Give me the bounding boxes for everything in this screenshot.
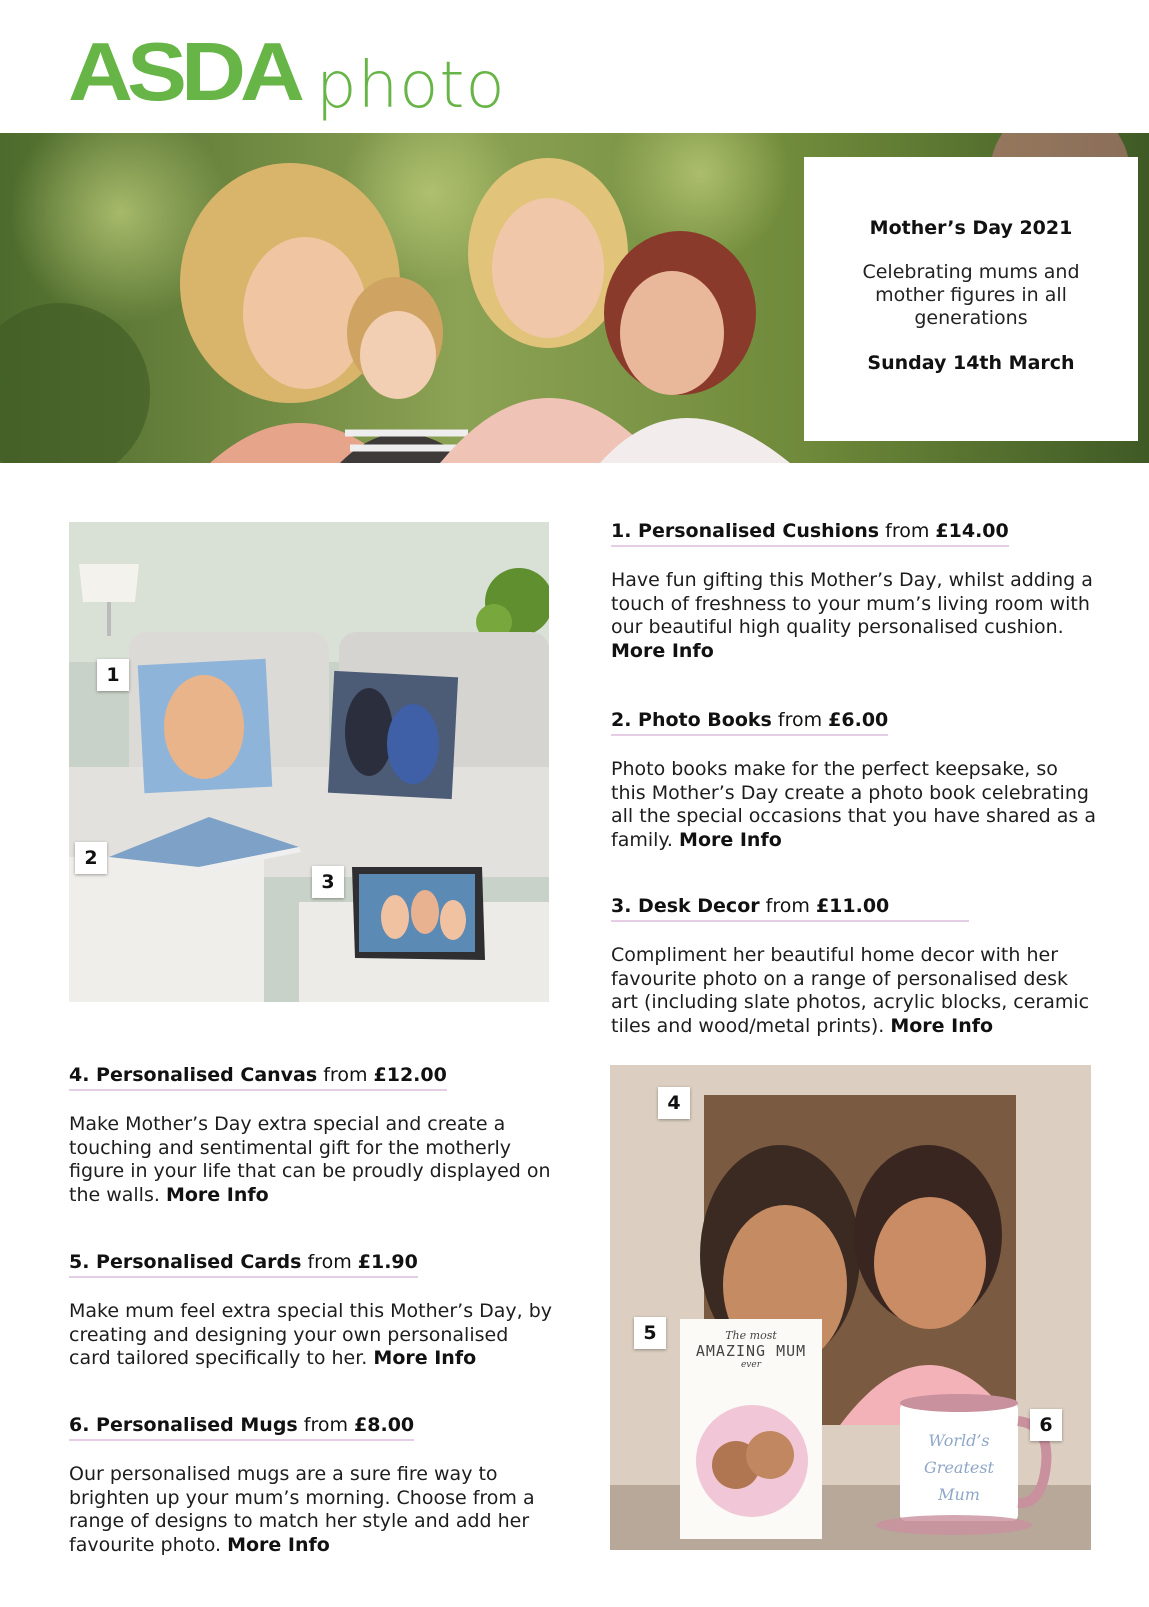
asda-photo-logo: [68, 28, 588, 128]
product-title: [611, 709, 888, 736]
product-price: £12.00: [373, 1064, 447, 1086]
product-from: from: [307, 1251, 352, 1273]
product-name: 2. Photo Books: [611, 709, 772, 731]
more-info-link-canvas[interactable]: More Info: [165, 1183, 269, 1206]
product-title: [69, 1064, 447, 1091]
product-from: from: [777, 709, 823, 731]
product-title: [69, 1251, 418, 1278]
more-info-link-mugs[interactable]: More Info: [227, 1533, 330, 1556]
product-desc-text: Our personalised mugs are a sure fire way to brighten up your mum’s morning. Choose from a range of designs to match her style and add her favourite photo.: [69, 1463, 535, 1556]
product-desc-text: Make Mother’s Day extra special and create a touching and sentimental gift for the motherly figure in your life that can be proudly displayed on the walls.: [69, 1113, 551, 1206]
card-text-line3: ever: [740, 1360, 762, 1370]
hero-title: Mother’s Day 2021: [869, 217, 1073, 239]
product-block-cushions: [611, 520, 1096, 663]
canvas-card-mug-illustration: [610, 1065, 1091, 1550]
product-block-photo-books: [611, 709, 1096, 852]
mug-text: [900, 1427, 1018, 1508]
product-title: [611, 520, 1009, 547]
product-description: [611, 758, 1096, 852]
badge-2: 2: [75, 842, 107, 874]
product-from: from: [323, 1064, 368, 1086]
product-name: 5. Personalised Cards: [69, 1251, 302, 1273]
product-name: 4. Personalised Canvas: [69, 1064, 318, 1086]
badge-3: 3: [312, 866, 344, 898]
product-price: £14.00: [935, 520, 1009, 542]
product-price: £6.00: [828, 709, 889, 731]
wall-canvas-products-image: [610, 1065, 1091, 1550]
product-title: [611, 895, 969, 922]
product-title: [69, 1414, 414, 1441]
more-info-link-cards[interactable]: More Info: [373, 1347, 477, 1369]
product-price: £8.00: [354, 1414, 415, 1436]
badge-6: 6: [1030, 1409, 1062, 1441]
product-description: [69, 1463, 554, 1557]
more-info-link-cushions[interactable]: More Info: [611, 639, 714, 662]
mug-text-line3: Mum: [938, 1485, 980, 1504]
product-name: 3. Desk Decor: [611, 895, 760, 917]
card-text: [680, 1329, 822, 1370]
hero-date: Sunday 14th March: [867, 352, 1075, 374]
sofa-cushions-illustration: [69, 522, 549, 1002]
product-from: from: [885, 520, 930, 542]
product-from: from: [303, 1414, 348, 1436]
product-description: [69, 1300, 554, 1371]
card-text-line1: The most: [725, 1329, 777, 1342]
product-name: 6. Personalised Mugs: [69, 1414, 298, 1436]
product-block-desk-decor: [611, 895, 1096, 1038]
logo-brand: ASDA: [68, 26, 300, 119]
product-desc-text: Photo books make for the perfect keepsake, so this Mother’s Day create a photo book celebrating all the special occasions that you have shared as a family.: [611, 758, 1096, 851]
product-description: [611, 569, 1096, 663]
product-block-mugs: [69, 1414, 554, 1557]
product-name: 1. Personalised Cushions: [611, 520, 880, 542]
more-info-link-desk-decor[interactable]: More Info: [890, 1014, 994, 1037]
mug-text-line1: World’s: [928, 1431, 990, 1450]
badge-4: 4: [658, 1087, 690, 1119]
product-block-canvas: [69, 1064, 554, 1207]
product-price: £11.00: [815, 895, 890, 917]
logo-product: photo: [316, 49, 506, 123]
badge-1: 1: [97, 659, 129, 691]
product-desc-text: Have fun gifting this Mother’s Day, whilst adding a touch of freshness to your mum’s living room with our beautiful high quality personalised cushion.: [611, 569, 1093, 638]
hero-info-card: [804, 157, 1138, 441]
product-block-cards: [69, 1251, 554, 1371]
product-desc-text: Compliment her beautiful home decor with her favourite photo on a range of personalised desk art (including slate photos, acrylic blocks, ceramic tiles and wood/metal prints).: [611, 944, 1090, 1037]
product-price: £1.90: [357, 1251, 418, 1273]
badge-5: 5: [634, 1317, 666, 1349]
living-room-products-image: [69, 522, 549, 1002]
product-description: [69, 1113, 554, 1207]
mug-text-line2: Greatest: [924, 1458, 994, 1477]
product-from: from: [765, 895, 810, 917]
more-info-link-photo-books[interactable]: More Info: [679, 828, 782, 851]
product-desc-text: Make mum feel extra special this Mother’s Day, by creating and designing your own personalised card tailored specifically to her.: [69, 1300, 553, 1369]
hero-subtitle: Celebrating mums and mother figures in all generations: [862, 261, 1080, 329]
card-text-line2: AMAZING MUM: [695, 1342, 807, 1360]
product-description: [611, 944, 1096, 1038]
